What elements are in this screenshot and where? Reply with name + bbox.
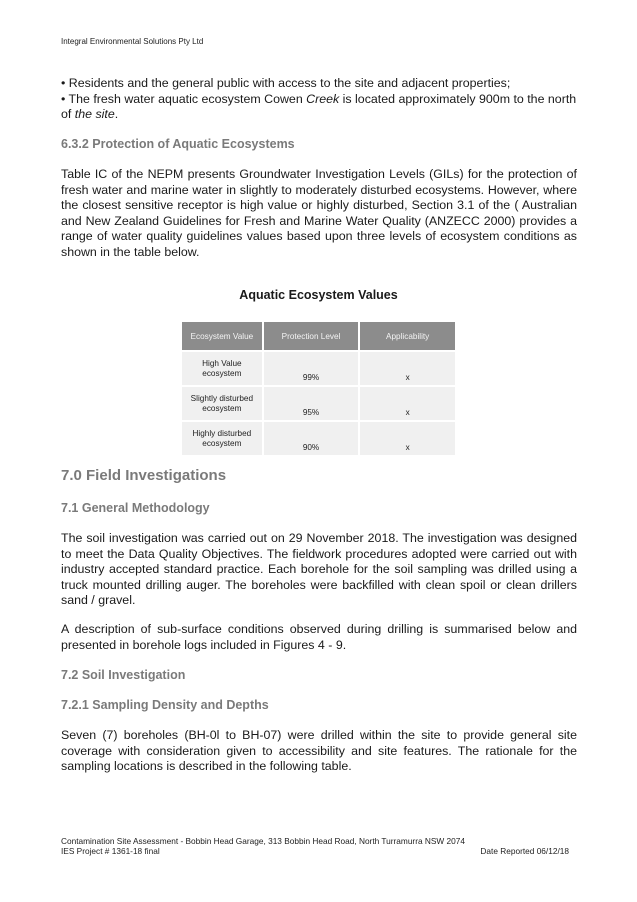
section-721-paragraph: Seven (7) boreholes (BH-0l to BH-07) were drilled within the site to provide general site coverage with consideration given to accessibility and site features. The rationale for the sampling locations is described in the following table. (61, 728, 577, 773)
company-header: Integral Environmental Solutions Pty Ltd (61, 37, 204, 46)
section-heading-70: 7.0 Field Investigations (61, 467, 227, 484)
footer-project-number: IES Project # 1361-18 final (61, 846, 160, 856)
section-heading-721: 7.2.1 Sampling Density and Depths (61, 698, 269, 712)
protection-level-cell: 90% (264, 422, 359, 455)
section-71-paragraph-1: The soil investigation was carried out on 29 November 2018. The investigation was designed to meet the Data Quality Objectives. The fieldwork procedures adopted were carried out with industry accepted standard practice. Each borehole for the soil sampling was drilled using a truck mounted drilling auger. The boreholes were backfilled with clean spoil or clean drillers sand / gravel. (61, 531, 577, 607)
column-header-applicability: Applicability (360, 322, 455, 350)
applicability-cell: x (360, 387, 455, 420)
table-row (182, 387, 455, 420)
column-header-protection-level: Protection Level (264, 322, 359, 350)
intro-bullets (61, 76, 577, 123)
footer-project-line (61, 846, 569, 856)
applicability-cell: x (360, 352, 455, 385)
table-row (182, 352, 455, 385)
column-header-ecosystem-value: Ecosystem Value (182, 322, 262, 350)
bullet-aquatic-ecosystem: • The fresh water aquatic ecosystem Cowen Creek is located approximately 900m to the north of the site. (61, 91, 577, 121)
aquatic-ecosystem-table (180, 320, 457, 457)
protection-level-cell: 99% (264, 352, 359, 385)
footer-report-title: Contamination Site Assessment - Bobbin Head Garage, 313 Bobbin Head Road, North Turramurra NSW 2074 (61, 836, 465, 846)
table-header-row (182, 322, 455, 350)
ecosystem-value-cell: High Value ecosystem (182, 352, 262, 385)
footer-date-reported: Date Reported 06/12/18 (480, 846, 569, 856)
section-71-paragraph-2: A description of sub-surface conditions observed during drilling is summarised below and presented in borehole logs included in Figures 4 - 9. (61, 622, 577, 652)
bullet-residents: • Residents and the general public with access to the site and adjacent properties; (61, 76, 511, 90)
ecosystem-value-cell: Slightly disturbed ecosystem (182, 387, 262, 420)
protection-level-cell: 95% (264, 387, 359, 420)
section-632-paragraph: Table IC of the NEPM presents Groundwater Investigation Levels (GILs) for the protection of fresh water and marine water in slightly to moderately disturbed ecosystems. However, where the closest sensitive receptor is high value or highly disturbed, Section 3.1 of the ( Australian and New Zealand Guidelines for Fresh and Marine Water Quality (ANZECC 2000) provides a range of water quality guidelines values based upon three levels of ecosystem conditions as shown in the table below. (61, 167, 577, 259)
section-heading-632: 6.3.2 Protection of Aquatic Ecosystems (61, 137, 295, 151)
section-heading-71: 7.1 General Methodology (61, 501, 210, 515)
section-heading-72: 7.2 Soil Investigation (61, 668, 186, 682)
applicability-cell: x (360, 422, 455, 455)
ecosystem-value-cell: Highly disturbed ecosystem (182, 422, 262, 455)
table-title: Aquatic Ecosystem Values (239, 288, 398, 302)
table-row (182, 422, 455, 455)
